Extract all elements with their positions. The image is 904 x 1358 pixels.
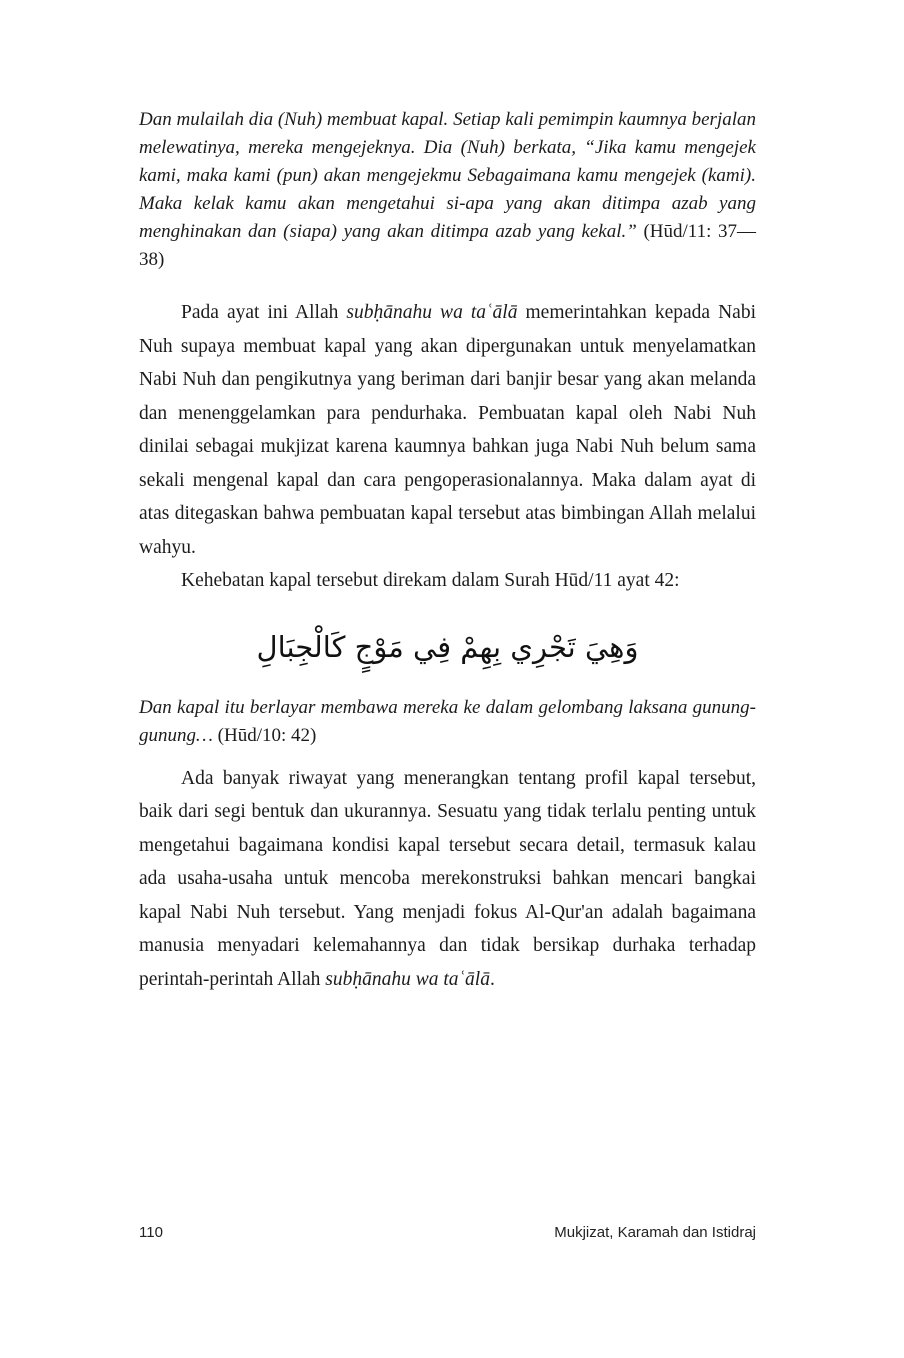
body-paragraph-1 <box>139 296 756 564</box>
paragraph-text: memerintahkan kepada Nabi Nuh supaya membuat kapal yang akan dipergunakan untuk menyelamatkan Nabi Nuh dan pengikutnya yang beriman dari banjir besar yang akan melanda dan menenggelamkan para pendurhaka. Pembuatan kapal oleh Nabi Nuh dinilai sebagai mukjizat karena kaumnya bahkan juga Nabi Nuh belum sama sekali mengenal kapal dan cara pengoperasionalannya. Maka dalam ayat di atas ditegaskan bahwa pembuatan kapal tersebut atas bimbingan Allah melalui wahyu. <box>139 302 757 558</box>
quote-text: Dan mulailah dia (Nuh) membuat kapal. Setiap kali pemimpin kaumnya berjalan melewatinya, mereka mengejeknya. Dia (Nuh) berkata, “Jika kamu mengejek kami, maka kami (pun) akan mengejekmu Sebagaimana kamu mengejek (kami). Maka kelak kamu akan mengetahui si-apa yang akan ditimpa azab yang menghinakan dan (siapa) yang akan ditimpa azab yang kekal.” <box>139 109 756 242</box>
verse-reference: (Hūd/10: 42) <box>212 724 317 746</box>
page-footer <box>139 1224 756 1241</box>
body-paragraph-2 <box>139 564 756 598</box>
verse-reference: (Hūd/11: 37—38) <box>139 221 756 270</box>
arabic-honorific-transliteration: subḥānahu wa taʿālā <box>346 302 518 323</box>
paragraph-text: Ada banyak riwayat yang menerangkan tentang profil kapal tersebut, baik dari segi bentuk dan ukurannya. Sesuatu yang tidak terlalu penting untuk mengetahui bagaimana kondisi kapal tersebut secara detail, termasuk kalau ada usaha-usaha untuk mencoba merekonstruksi bahkan mencari bangkai kapal Nabi Nuh tersebut. Yang menjadi fokus Al-Qur'an adalah bagaimana manusia menyadari kelemahannya dan tidak bersikap durhaka terhadap perintah-perintah Allah <box>139 767 756 990</box>
arabic-honorific-transliteration: subḥānahu wa taʿālā <box>325 968 490 990</box>
body-paragraph-3 <box>139 762 756 997</box>
paragraph-text: Pada ayat ini Allah <box>181 302 347 323</box>
quran-translation-quote-hud-37-38 <box>139 106 756 274</box>
quran-translation-quote-hud-42 <box>139 694 756 750</box>
page-number: 110 <box>139 1224 163 1241</box>
quote-text: Dan kapal itu berlayar membawa mereka ke dalam gelombang laksana gunung-gunung… <box>139 696 756 746</box>
paragraph-text: Kehebatan kapal tersebut direkam dalam Surah Hūd/11 ayat 42: <box>181 570 680 591</box>
arabic-quran-verse: وَهِيَ تَجْرِي بِهِمْ فِي مَوْجٍ كَالْجِبَالِ <box>256 629 639 664</box>
page-content <box>139 106 756 996</box>
paragraph-text: . <box>489 968 495 990</box>
running-book-title: Mukjizat, Karamah dan Istidraj <box>554 1224 756 1241</box>
